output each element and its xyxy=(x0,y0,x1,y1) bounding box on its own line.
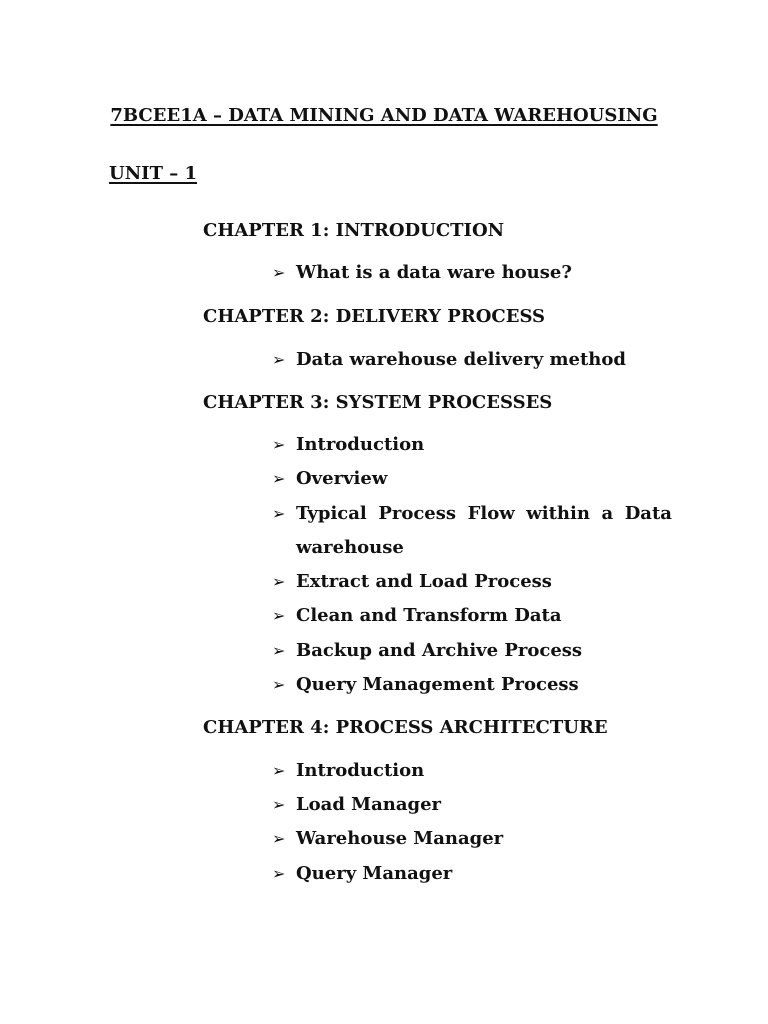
list-item xyxy=(272,760,424,782)
list-item-text: Introduction xyxy=(296,434,425,455)
list-item xyxy=(272,349,626,371)
arrow-bullet-icon: ➢ xyxy=(272,864,286,883)
list-item-text: Backup and Archive Process xyxy=(296,640,583,661)
arrow-bullet-icon: ➢ xyxy=(272,350,286,369)
arrow-bullet-icon: ➢ xyxy=(272,675,286,694)
list-item xyxy=(272,503,672,525)
document-title-text: 7BCEE1A – DATA MINING AND DATA WAREHOUSING xyxy=(110,105,658,126)
list-item-text: Introduction xyxy=(296,760,425,781)
list-item-word: Data xyxy=(624,503,672,524)
list-item-word: within xyxy=(526,503,590,524)
arrow-bullet-icon: ➢ xyxy=(272,606,286,625)
arrow-bullet-icon: ➢ xyxy=(272,435,286,454)
list-item xyxy=(272,434,424,456)
list-item xyxy=(272,794,441,816)
arrow-bullet-icon: ➢ xyxy=(272,829,286,848)
arrow-bullet-icon: ➢ xyxy=(272,469,286,488)
document-title xyxy=(0,105,768,127)
list-item xyxy=(272,674,579,696)
chapter-2-heading: CHAPTER 2: DELIVERY PROCESS xyxy=(203,306,546,327)
list-item-word: Flow xyxy=(467,503,515,524)
list-item-text-line-1 xyxy=(296,503,672,525)
chapter-3-heading: CHAPTER 3: SYSTEM PROCESSES xyxy=(203,392,553,413)
list-item xyxy=(272,605,561,627)
arrow-bullet-icon: ➢ xyxy=(272,504,286,523)
list-item xyxy=(272,468,387,490)
list-item-text-line-2: warehouse xyxy=(296,537,404,558)
list-item-word: Process xyxy=(378,503,457,524)
list-item-text: Data warehouse delivery method xyxy=(296,349,626,370)
list-item-word: Typical xyxy=(296,503,367,524)
chapter-1-heading: CHAPTER 1: INTRODUCTION xyxy=(203,220,505,241)
list-item xyxy=(272,571,552,593)
list-item-text: Query Manager xyxy=(296,863,453,884)
arrow-bullet-icon: ➢ xyxy=(272,263,286,282)
list-item-text: Overview xyxy=(296,468,388,489)
arrow-bullet-icon: ➢ xyxy=(272,572,286,591)
list-item-text: Warehouse Manager xyxy=(296,828,504,849)
unit-heading-text: UNIT – 1 xyxy=(109,163,198,184)
arrow-bullet-icon: ➢ xyxy=(272,761,286,780)
list-item-text: Load Manager xyxy=(296,794,442,815)
list-item xyxy=(272,863,452,885)
list-item-text: Extract and Load Process xyxy=(296,571,552,592)
list-item xyxy=(272,640,582,662)
arrow-bullet-icon: ➢ xyxy=(272,641,286,660)
list-item-word: a xyxy=(601,503,614,524)
arrow-bullet-icon: ➢ xyxy=(272,795,286,814)
list-item-text: Query Management Process xyxy=(296,674,579,695)
list-item-text: Clean and Transform Data xyxy=(296,605,562,626)
list-item xyxy=(272,828,503,850)
chapter-4-heading: CHAPTER 4: PROCESS ARCHITECTURE xyxy=(203,717,608,738)
list-item xyxy=(272,262,572,284)
unit-heading xyxy=(109,163,197,185)
list-item-text: What is a data ware house? xyxy=(296,262,572,283)
